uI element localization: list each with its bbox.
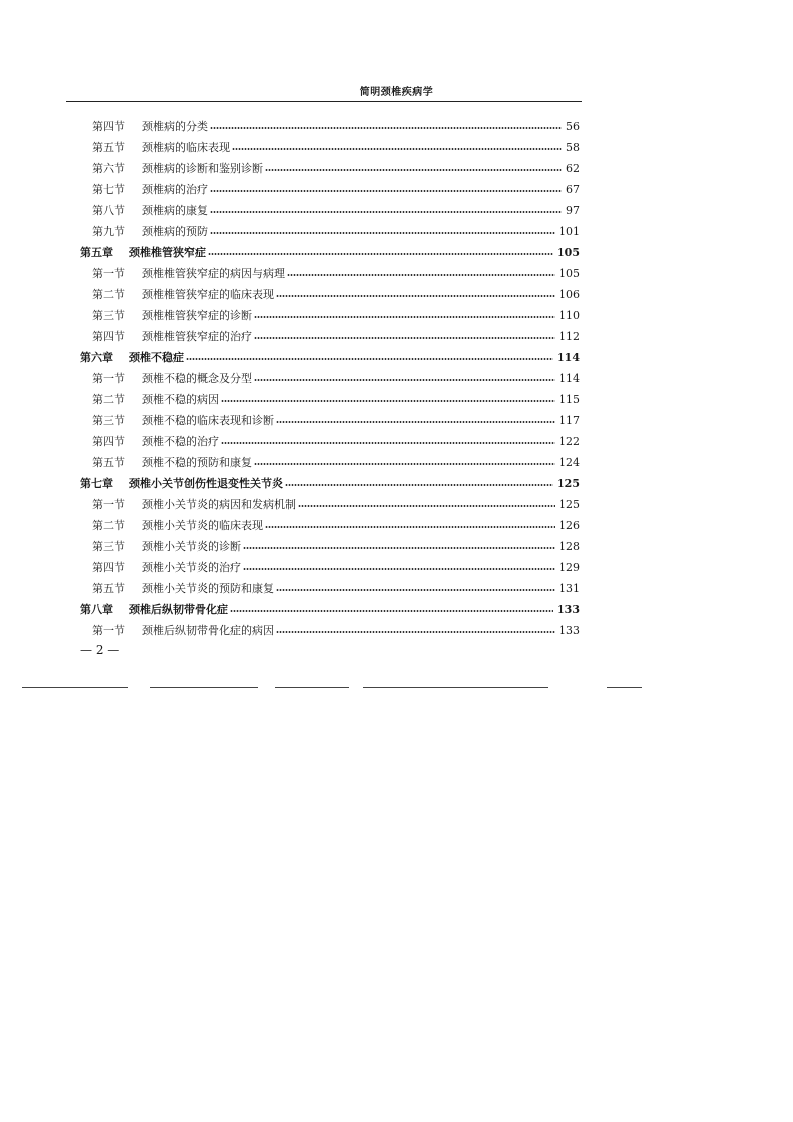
toc-section-row	[0, 284, 793, 304]
toc-leader-dots	[232, 148, 562, 150]
toc-entry-title: 颈椎小关节炎的病因和发病机制	[142, 498, 296, 511]
toc-entry-page: 106	[559, 287, 580, 301]
toc-chapter-row	[0, 242, 793, 262]
toc-entry-number: 第一节	[92, 624, 125, 637]
toc-section-row	[0, 158, 793, 178]
toc-entry-title: 颈椎后纵韧带骨化症的病因	[142, 624, 274, 637]
toc-entry-page: 110	[559, 308, 580, 322]
toc-section-row	[0, 389, 793, 409]
toc-leader-dots	[265, 169, 562, 171]
toc-leader-dots	[254, 379, 555, 381]
toc-leader-dots	[254, 337, 555, 339]
header-rule	[66, 101, 582, 102]
toc-entry-title: 颈椎病的治疗	[142, 183, 208, 196]
toc-entry-title: 颈椎小关节创伤性退变性关节炎	[129, 477, 283, 490]
toc-entry-title: 颈椎小关节炎的诊断	[142, 540, 241, 553]
toc-entry-page: 125	[557, 476, 580, 490]
toc-section-row	[0, 326, 793, 346]
toc-entry-number: 第八章	[80, 603, 113, 616]
toc-entry-number: 第四节	[92, 120, 125, 133]
toc-section-row	[0, 200, 793, 220]
running-header: 简明颈椎疾病学	[359, 87, 434, 98]
toc-leader-dots	[265, 526, 555, 528]
toc-entry-page: 129	[559, 560, 580, 574]
toc-leader-dots	[276, 295, 555, 297]
toc-entry-number: 第五节	[92, 456, 125, 469]
scan-artifact-line	[150, 687, 258, 688]
toc-section-row	[0, 557, 793, 577]
toc-entry-title: 颈椎不稳的预防和康复	[142, 456, 252, 469]
toc-entry-number: 第三节	[92, 309, 125, 322]
toc-section-row	[0, 578, 793, 598]
page-number: — 2 —	[80, 643, 120, 657]
toc-entry-page: 117	[559, 413, 580, 427]
toc-entry-number: 第一节	[92, 267, 125, 280]
toc-entry-page: 56	[566, 119, 580, 133]
toc-leader-dots	[186, 358, 553, 360]
toc-entry-number: 第二节	[92, 393, 125, 406]
toc-section-row	[0, 536, 793, 556]
toc-entry-page: 133	[559, 623, 580, 637]
toc-entry-title: 颈椎病的临床表现	[142, 141, 230, 154]
toc-leader-dots	[230, 610, 553, 612]
toc-entry-title: 颈椎病的分类	[142, 120, 208, 133]
toc-entry-title: 颈椎椎管狭窄症的诊断	[142, 309, 252, 322]
toc-entry-page: 124	[559, 455, 580, 469]
toc-entry-page: 58	[566, 140, 580, 154]
toc-entry-page: 105	[557, 245, 580, 259]
toc-leader-dots	[221, 400, 555, 402]
toc-leader-dots	[298, 505, 555, 507]
toc-entry-page: 97	[566, 203, 580, 217]
toc-section-row	[0, 263, 793, 283]
toc-section-row	[0, 221, 793, 241]
toc-entry-number: 第六章	[80, 351, 113, 364]
toc-leader-dots	[210, 190, 562, 192]
toc-leader-dots	[276, 589, 555, 591]
toc-leader-dots	[287, 274, 555, 276]
scan-artifact-line	[363, 687, 548, 688]
toc-entry-number: 第五节	[92, 141, 125, 154]
toc-section-row	[0, 179, 793, 199]
toc-entry-page: 112	[559, 329, 580, 343]
toc-entry-number: 第三节	[92, 414, 125, 427]
toc-leader-dots	[210, 127, 562, 129]
toc-leader-dots	[254, 316, 555, 318]
toc-entry-title: 颈椎病的康复	[142, 204, 208, 217]
toc-entry-number: 第六节	[92, 162, 125, 175]
toc-section-row	[0, 452, 793, 472]
toc-entry-page: 122	[559, 434, 580, 448]
toc-leader-dots	[221, 442, 555, 444]
toc-entry-title: 颈椎不稳的概念及分型	[142, 372, 252, 385]
toc-leader-dots	[276, 421, 555, 423]
toc-section-row	[0, 515, 793, 535]
toc-entry-title: 颈椎小关节炎的预防和康复	[142, 582, 274, 595]
toc-entry-number: 第五节	[92, 582, 125, 595]
toc-entry-number: 第四节	[92, 330, 125, 343]
toc-leader-dots	[210, 211, 562, 213]
toc-entry-title: 颈椎不稳的病因	[142, 393, 219, 406]
toc-entry-page: 105	[559, 266, 580, 280]
toc-section-row	[0, 137, 793, 157]
toc-entry-page: 131	[559, 581, 580, 595]
toc-entry-number: 第二节	[92, 288, 125, 301]
toc-entry-number: 第四节	[92, 561, 125, 574]
toc-entry-page: 62	[566, 161, 580, 175]
toc-entry-page: 114	[559, 371, 580, 385]
toc-section-row	[0, 431, 793, 451]
toc-entry-title: 颈椎不稳的临床表现和诊断	[142, 414, 274, 427]
toc-chapter-row	[0, 347, 793, 367]
toc-entry-page: 128	[559, 539, 580, 553]
toc-entry-title: 颈椎病的预防	[142, 225, 208, 238]
toc-entry-number: 第七节	[92, 183, 125, 196]
toc-section-row	[0, 410, 793, 430]
toc-entry-title: 颈椎椎管狭窄症的临床表现	[142, 288, 274, 301]
scan-artifact-line	[22, 687, 128, 688]
toc-entry-number: 第七章	[80, 477, 113, 490]
toc-leader-dots	[210, 232, 555, 234]
toc-entry-number: 第一节	[92, 498, 125, 511]
toc-entry-number: 第二节	[92, 519, 125, 532]
toc-entry-number: 第三节	[92, 540, 125, 553]
toc-leader-dots	[243, 568, 555, 570]
toc-entry-title: 颈椎椎管狭窄症的病因与病理	[142, 267, 285, 280]
toc-section-row	[0, 116, 793, 136]
toc-chapter-row	[0, 599, 793, 619]
toc-entry-number: 第一节	[92, 372, 125, 385]
toc-entry-title: 颈椎小关节炎的临床表现	[142, 519, 263, 532]
toc-leader-dots	[285, 484, 553, 486]
toc-leader-dots	[208, 253, 553, 255]
toc-entry-title: 颈椎后纵韧带骨化症	[129, 603, 228, 616]
toc-entry-title: 颈椎椎管狭窄症的治疗	[142, 330, 252, 343]
toc-entry-number: 第四节	[92, 435, 125, 448]
toc-entry-page: 126	[559, 518, 580, 532]
scan-artifact-line	[275, 687, 349, 688]
toc-entry-title: 颈椎椎管狭窄症	[129, 246, 206, 259]
toc-entry-title: 颈椎小关节炎的治疗	[142, 561, 241, 574]
toc-section-row	[0, 305, 793, 325]
toc-entry-page: 125	[559, 497, 580, 511]
toc-leader-dots	[254, 463, 555, 465]
toc-entry-number: 第五章	[80, 246, 113, 259]
toc-chapter-row	[0, 473, 793, 493]
scan-artifact-line	[607, 687, 642, 688]
toc-section-row	[0, 494, 793, 514]
toc-section-row	[0, 368, 793, 388]
toc-section-row	[0, 620, 793, 640]
toc-entry-number: 第九节	[92, 225, 125, 238]
toc-entry-title: 颈椎病的诊断和鉴别诊断	[142, 162, 263, 175]
toc-entry-page: 115	[559, 392, 580, 406]
toc-entry-title: 颈椎不稳的治疗	[142, 435, 219, 448]
toc-entry-title: 颈椎不稳症	[129, 351, 184, 364]
toc-leader-dots	[243, 547, 555, 549]
toc-entry-page: 67	[566, 182, 580, 196]
toc-entry-number: 第八节	[92, 204, 125, 217]
toc-leader-dots	[276, 631, 555, 633]
toc-entry-page: 114	[557, 350, 580, 364]
toc-entry-page: 133	[557, 602, 580, 616]
toc-entry-page: 101	[559, 224, 580, 238]
